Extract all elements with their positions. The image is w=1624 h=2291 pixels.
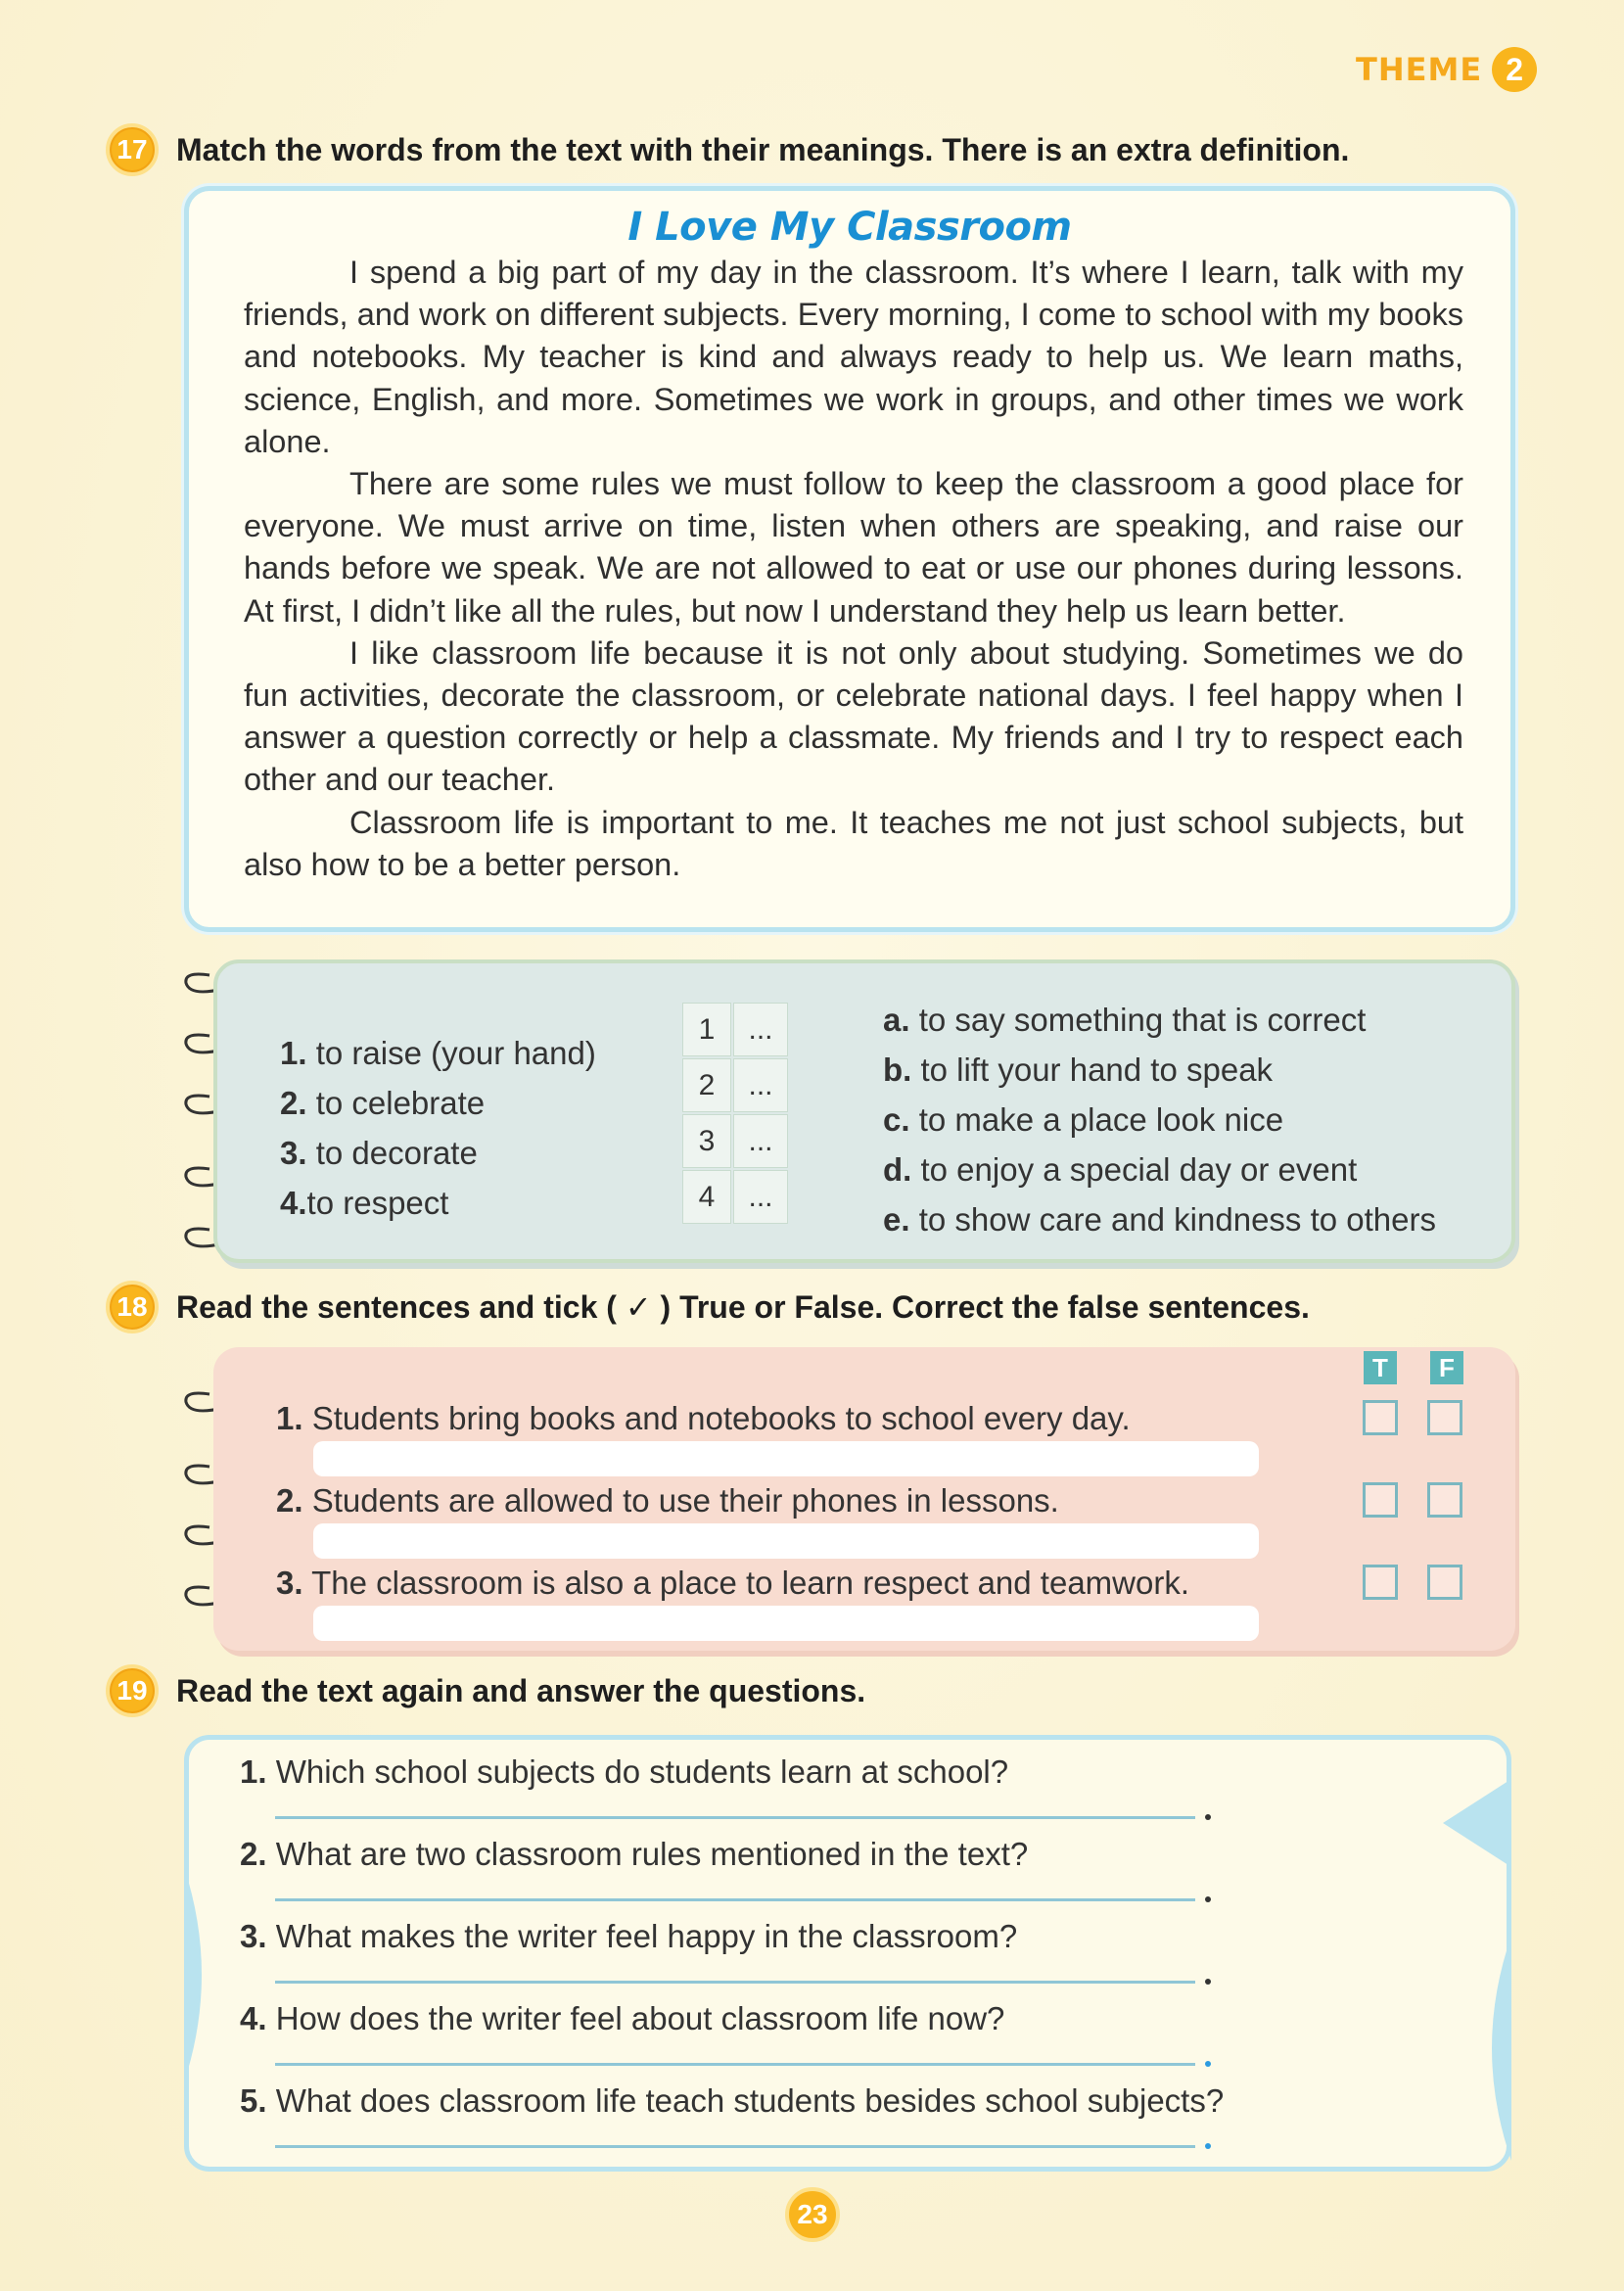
answer-line-input[interactable] [275, 1898, 1195, 1901]
true-false-box [213, 1347, 1515, 1651]
exercise-17-heading [106, 123, 1349, 176]
reading-paragraph: Classroom life is important to me. It teaches me not just school subjects, but also how to be a better person. [244, 804, 1463, 882]
definition-item [883, 1045, 1436, 1095]
tf-number: 1. [276, 1400, 303, 1436]
word-number: 1. [280, 1035, 307, 1071]
answer-line-input[interactable] [275, 1816, 1195, 1819]
question-number: 3. [240, 1918, 267, 1954]
exercise-17-number: 17 [106, 123, 159, 176]
reading-paragraph: There are some rules we must follow to keep the classroom a good place for everyone. We must arrive on time, listen when others are speaking, and raise our hands before we speak. We are not allowed to eat or use our phones during lessons. At first, I didn’t like all the rules, but now I understand they help us learn better. [244, 466, 1463, 629]
definition-item [883, 1095, 1436, 1145]
question-text: Which school subjects do students learn at school? [266, 1753, 1009, 1790]
false-checkbox[interactable] [1427, 1400, 1462, 1435]
decorative-shape-icon [1472, 1936, 1511, 2161]
correction-input[interactable] [313, 1441, 1259, 1476]
word-number: 2. [280, 1085, 307, 1121]
true-false-header [1364, 1351, 1463, 1384]
matching-box [213, 959, 1515, 1263]
true-checkbox[interactable] [1363, 1482, 1398, 1518]
line-end-dot [1205, 1979, 1211, 1985]
definition-letter: b. [883, 1052, 912, 1088]
grid-number: 3 [682, 1114, 731, 1168]
page-number: 23 [785, 2187, 840, 2242]
theme-number: 2 [1492, 47, 1537, 92]
reading-body [244, 252, 1463, 886]
tf-statement [276, 1400, 1131, 1437]
exercise-18-instruction: Read the sentences and tick ( ✓ ) True or False. Correct the false sentences. [176, 1289, 1310, 1325]
definition-item [883, 1194, 1436, 1244]
definition-letter: a. [883, 1002, 910, 1038]
word-item [280, 1178, 596, 1228]
word-item [280, 1078, 596, 1128]
question-text: How does the writer feel about classroom life now? [266, 2000, 1005, 2036]
answer-grid [682, 1003, 790, 1224]
definition-letter: d. [883, 1151, 912, 1188]
reading-paragraph: I spend a big part of my day in the classroom. It’s where I learn, talk with my friends, and work on different subjects. Every morning, I come to school with my books and notebooks. My teacher is kind and always ready to help us. We learn maths, science, English, and more. Sometimes we work in groups, and other times we work alone. [244, 255, 1463, 459]
line-end-dot [1205, 1896, 1211, 1902]
answer-line-input[interactable] [275, 1981, 1195, 1984]
answer-line-input[interactable] [275, 2145, 1195, 2148]
definition-text: to lift your hand to speak [911, 1052, 1274, 1088]
tf-number: 3. [276, 1565, 303, 1601]
reading-title: I Love My Classroom [627, 205, 1072, 250]
theme-badge [1356, 47, 1537, 92]
exercise-18-number: 18 [106, 1281, 159, 1333]
question-text: What does classroom life teach students besides school subjects? [266, 2082, 1225, 2119]
definition-text: to enjoy a special day or event [911, 1151, 1358, 1188]
word-text: to celebrate [306, 1085, 486, 1121]
line-end-dot [1205, 2143, 1211, 2149]
word-text: to decorate [306, 1135, 478, 1171]
tf-number: 2. [276, 1482, 303, 1519]
decorative-shape-icon [1443, 1779, 1511, 1867]
true-checkbox[interactable] [1363, 1565, 1398, 1600]
false-checkbox[interactable] [1427, 1482, 1462, 1518]
exercise-19-heading [106, 1664, 865, 1717]
question-number: 2. [240, 1836, 267, 1872]
tf-text: The classroom is also a place to learn respect and teamwork. [302, 1565, 1190, 1601]
tf-statement [276, 1565, 1189, 1602]
tf-text: Students bring books and notebooks to school every day. [302, 1400, 1131, 1436]
question-item [240, 1918, 1017, 1955]
definition-item [883, 995, 1436, 1045]
exercise-17-instruction: Match the words from the text with their meanings. There is an extra definition. [176, 131, 1350, 167]
word-number: 3. [280, 1135, 307, 1171]
question-item [240, 2000, 1004, 2037]
definition-text: to make a place look nice [909, 1101, 1284, 1138]
grid-number: 4 [682, 1170, 731, 1224]
question-item [240, 2082, 1224, 2120]
grid-answer-blank[interactable]: ... [733, 1058, 788, 1112]
grid-answer-blank[interactable]: ... [733, 1003, 788, 1056]
grid-number: 1 [682, 1003, 731, 1056]
definition-text: to say something that is correct [909, 1002, 1367, 1038]
definition-text: to show care and kindness to others [909, 1201, 1437, 1238]
decorative-shape-icon [184, 1867, 223, 2082]
definition-letter: c. [883, 1101, 910, 1138]
question-number: 1. [240, 1753, 267, 1790]
definition-list [883, 995, 1436, 1244]
answer-line-input[interactable] [275, 2063, 1195, 2066]
true-column-label: T [1364, 1351, 1397, 1384]
grid-answer-blank[interactable]: ... [733, 1170, 788, 1224]
exercise-19-instruction: Read the text again and answer the questions. [176, 1672, 866, 1708]
theme-label: THEME [1356, 51, 1483, 88]
word-text: to raise (your hand) [306, 1035, 596, 1071]
question-number: 5. [240, 2082, 267, 2119]
word-number: 4. [280, 1185, 307, 1221]
true-checkbox[interactable] [1363, 1400, 1398, 1435]
grid-number: 2 [682, 1058, 731, 1112]
correction-input[interactable] [313, 1523, 1259, 1559]
reading-paragraph: I like classroom life because it is not only about studying. Sometimes we do fun activities, decorate the classroom, or celebrate national days. I feel happy when I answer a question correctly or help a classmate. My friends and I try to respect each other and our teacher. [244, 634, 1463, 798]
false-column-label: F [1430, 1351, 1463, 1384]
definition-item [883, 1145, 1436, 1194]
exercise-19-number: 19 [106, 1664, 159, 1717]
question-text: What are two classroom rules mentioned in the text? [266, 1836, 1029, 1872]
line-end-dot [1205, 2061, 1211, 2067]
word-item [280, 1128, 596, 1178]
false-checkbox[interactable] [1427, 1565, 1462, 1600]
exercise-18-heading [106, 1281, 1310, 1333]
reading-text-box [184, 186, 1515, 932]
correction-input[interactable] [313, 1606, 1259, 1641]
word-item [280, 1028, 596, 1078]
definition-letter: e. [883, 1201, 910, 1238]
line-end-dot [1205, 1814, 1211, 1820]
grid-answer-blank[interactable]: ... [733, 1114, 788, 1168]
question-number: 4. [240, 2000, 267, 2036]
question-item [240, 1836, 1028, 1873]
question-text: What makes the writer feel happy in the classroom? [266, 1918, 1018, 1954]
tf-text: Students are allowed to use their phones in lessons. [302, 1482, 1059, 1519]
word-list [280, 1028, 596, 1228]
question-item [240, 1753, 1008, 1791]
tf-statement [276, 1482, 1059, 1520]
questions-box [184, 1735, 1511, 2172]
word-text: to respect [306, 1185, 449, 1221]
